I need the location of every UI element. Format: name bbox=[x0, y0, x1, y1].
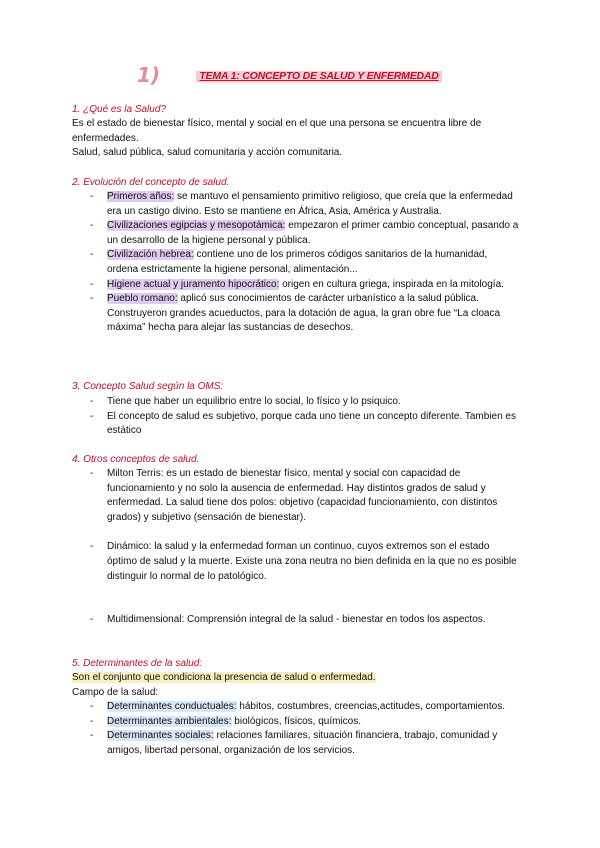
list-item bbox=[90, 190, 520, 219]
list-item bbox=[90, 700, 520, 715]
list-dash: - bbox=[90, 701, 94, 712]
list-dash: - bbox=[90, 220, 94, 232]
item-text: Milton Terris: es un estado de bienestar físico, mental y social con capacidad de funcionamiento y no solo la ausencia de enfermedad. Hay distintos grados de salud y enfermedad. La salud tiene dos polos: objetivo (capacidad funcionamiento, con distintos grados) y subjetivo (sensación de bienestar). bbox=[107, 468, 498, 523]
list-dash: - bbox=[90, 614, 94, 626]
list-dash: - bbox=[90, 730, 94, 742]
section-4-list bbox=[90, 467, 520, 628]
list-item bbox=[90, 467, 520, 525]
item-text: empezaron el primer cambio conceptual, pasando a un desarrollo de la higiene personal y pública. bbox=[107, 220, 519, 246]
list-item bbox=[90, 729, 520, 758]
list-item bbox=[90, 395, 520, 410]
item-lead: Civilización hebrea: bbox=[107, 249, 194, 261]
list-dash: - bbox=[90, 410, 94, 422]
section-5-heading: 5. Determinantes de la salud: bbox=[72, 658, 203, 669]
list-dash: - bbox=[90, 396, 94, 407]
list-dash: - bbox=[90, 249, 94, 261]
item-lead: Determinantes ambientales: bbox=[107, 715, 232, 727]
section-1-paragraph-2: Salud, salud pública, salud comunitaria y acción comunitaria. bbox=[72, 147, 343, 158]
list-item bbox=[90, 248, 520, 277]
item-lead: Civilizaciones egipcias y mesopotámica: bbox=[107, 220, 286, 232]
item-text: Dinámico: la salud y la enfermedad forman un continuo, cuyos extremos son el estado óptimo de salud y la muerte. Existe una zona neutra no bien definida en la que no es posible distinguir lo normal de lo patológico. bbox=[107, 541, 517, 582]
section-2-heading: 2. Evolución del concepto de salud. bbox=[72, 177, 230, 188]
item-lead: Pueblo romano: bbox=[107, 293, 178, 305]
section-4-heading: 4. Otros conceptos de salud. bbox=[72, 454, 200, 465]
item-text: Tiene que haber un equilibrio entre lo social, lo físico y lo psiquico. bbox=[107, 396, 401, 407]
list-item bbox=[90, 715, 520, 730]
item-text: Multidimensional: Comprensión integral de la salud - bienestar en todos los aspectos. bbox=[107, 614, 486, 626]
item-text: hábitos, costumbres, creencias,actitudes, comportamientos. bbox=[236, 701, 505, 712]
page-title: TEMA 1: CONCEPTO DE SALUD Y ENFERMEDAD bbox=[196, 69, 441, 83]
title-block bbox=[0, 63, 600, 87]
item-lead: Primeros años: bbox=[107, 191, 175, 202]
list-item bbox=[90, 410, 520, 439]
list-dash: - bbox=[90, 715, 94, 727]
section-3-heading: 3. Concepto Salud según la OMS: bbox=[72, 381, 224, 392]
item-text: contiene uno de los primeros códigos sanitarios de la humanidad, ordena estrictamente la higiene personal, alimentación... bbox=[107, 249, 488, 275]
list-item bbox=[90, 278, 520, 293]
item-text: se mantuvo el pensamiento primitivo religioso, que creía que la enfermedad era un castigo divino. Esto se mantiene en África, Asia, América y Australia. bbox=[107, 191, 513, 217]
section-5-paragraph-1 bbox=[72, 671, 542, 686]
list-dash: - bbox=[90, 191, 94, 202]
list-dash: - bbox=[90, 278, 94, 290]
section-3-list bbox=[90, 395, 520, 439]
section-1-paragraph-1: Es el estado de bienestar físico, mental y social en el que una persona se encuentra libre de enfermedades. bbox=[72, 118, 482, 144]
paragraph-text: Son el conjunto que condiciona la presencia de salud o enfermedad. bbox=[72, 672, 376, 683]
list-item bbox=[90, 540, 520, 584]
item-text: biológicos, físicos, químicos. bbox=[231, 715, 362, 727]
list-item bbox=[90, 613, 520, 628]
list-dash: - bbox=[90, 468, 94, 479]
section-2-list bbox=[90, 190, 520, 336]
item-text: El concepto de salud es subjetivo, porque cada uno tiene un concepto diferente. Tambien es estático bbox=[107, 410, 516, 437]
list-dash: - bbox=[90, 541, 94, 553]
item-text: aplicó sus conocimientos de carácter urbanístico a la salud pública. Construyeron grandes acueductos, para la dotación de agua, la gran obre fue “La cloaca máxima” hecha para alejar las sustancias de desechos. bbox=[107, 293, 501, 334]
list-item bbox=[90, 292, 520, 336]
section-1-heading: 1. ¿Qué es la Salud? bbox=[72, 104, 166, 115]
list-dash: - bbox=[90, 293, 94, 305]
section-5-paragraph-2: Campo de la salud: bbox=[72, 687, 159, 698]
item-lead: Determinantes conductuales: bbox=[107, 701, 237, 712]
item-text: relaciones familiares, situación financiera, trabajo, comunidad y amigos, libertad personal, organización de los servicios. bbox=[107, 730, 498, 756]
item-text: origen en cultura griega, inspirada en la mitología. bbox=[279, 278, 504, 290]
section-5-list bbox=[90, 700, 520, 758]
item-lead: Determinantes sociales: bbox=[107, 730, 214, 742]
topic-number: 1) bbox=[137, 63, 161, 87]
item-lead: Higiene actual y juramento hipocrático: bbox=[107, 278, 280, 290]
list-item bbox=[90, 219, 520, 248]
